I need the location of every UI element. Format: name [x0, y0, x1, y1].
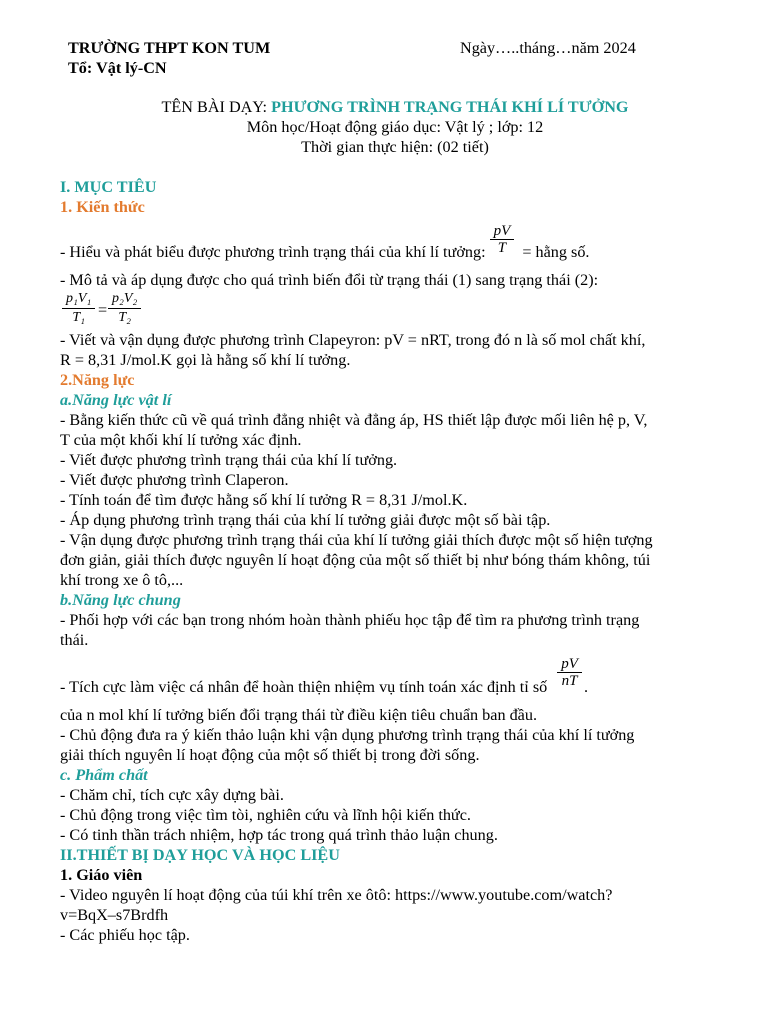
- subheading-general-competence: b.Năng lực chung: [60, 591, 181, 609]
- equation-right-denominator: T₂: [118, 310, 131, 325]
- equation-left-numerator: p₁V₁: [62, 290, 95, 309]
- knowledge-item-1-text: - Hiểu và phát biểu được phương trình trạng thái của khí lí tưởng:: [60, 243, 486, 262]
- equation-right-numerator: p₂V₂: [108, 290, 141, 309]
- lesson-title-line: [0, 97, 768, 117]
- knowledge-item-1: [60, 223, 725, 270]
- subheading-teacher: 1. Giáo viên: [60, 866, 143, 884]
- document-body: [60, 177, 725, 945]
- teacher-item-video: - Video nguyên lí hoạt động của túi khí trên xe ôtô: https://www.youtube.com/watch?: [60, 886, 613, 904]
- knowledge-item-3-line-2: R = 8,31 J/mol.K gọi là hằng số khí lí tưởng.: [60, 351, 351, 369]
- general-competence-line-1: - Phối hợp với các bạn trong nhóm hoàn thành phiếu học tập để tìm ra phương trình trạng: [60, 611, 640, 629]
- school-name: TRƯỜNG THPT KON TUM: [68, 39, 271, 57]
- physics-competence-list: [60, 410, 725, 590]
- list-item: đơn giản, giải thích được nguyên lí hoạt động của một số thiết bị như bóng thám không, túi: [60, 551, 651, 569]
- list-item: - Có tinh thần trách nhiệm, hợp tác trong quá trình thảo luận chung.: [60, 826, 498, 844]
- teacher-item-worksheets: - Các phiếu học tập.: [60, 926, 190, 944]
- list-item: - Viết được phương trình trạng thái của khí lí tưởng.: [60, 451, 398, 469]
- fraction-numerator: pV: [490, 223, 515, 240]
- list-item: T của một khối khí lí tưởng xác định.: [60, 431, 302, 449]
- date-line: Ngày…..tháng…năm 2024: [460, 39, 636, 57]
- general-competence-line-5: - Chủ động đưa ra ý kiến thảo luận khi vận dụng phương trình trạng thái của khí lí tưởng: [60, 726, 635, 744]
- list-item: - Chủ động trong việc tìm tòi, nghiên cứu và lĩnh hội kiến thức.: [60, 806, 471, 824]
- qualities-list: [60, 785, 725, 845]
- lesson-title-prefix: TÊN BÀI DẠY:: [161, 98, 268, 116]
- knowledge-item-1-tail: = hằng số.: [522, 243, 590, 262]
- teacher-item-video-link: v=BqX–s7Brdfh: [60, 906, 169, 924]
- lesson-title: PHƯƠNG TRÌNH TRẠNG THÁI KHÍ LÍ TƯỞNG: [271, 98, 629, 116]
- subheading-qualities: c. Phẩm chất: [60, 766, 148, 784]
- fraction-pv-over-nt: [557, 656, 582, 689]
- subject-line: Môn học/Hoạt động giáo dục: Vật lý ; lớp: 12: [246, 118, 544, 136]
- subheading-knowledge: 1. Kiến thức: [60, 198, 145, 216]
- department-name: Tổ: Vật lý-CN: [68, 59, 167, 77]
- general-competence-line-6: giải thích nguyên lí hoạt động của một số thiết bị trong đời sống.: [60, 746, 480, 764]
- general-competence-line-3: [60, 656, 725, 705]
- equation-sign: =: [98, 301, 108, 319]
- equation-left-fraction: [62, 290, 95, 327]
- fraction-numerator: pV: [557, 656, 582, 673]
- list-item: - Bằng kiến thức cũ về quá trình đẳng nhiệt và đẳng áp, HS thiết lập được mối liên hệ p, V,: [60, 411, 648, 429]
- equation-right-fraction: [108, 290, 141, 327]
- general-competence-line-3-tail: .: [583, 678, 588, 697]
- list-item: - Chăm chỉ, tích cực xây dựng bài.: [60, 786, 284, 804]
- list-item: - Vận dụng được phương trình trạng thái của khí lí tưởng giải thích được một số hiện tượng: [60, 531, 653, 549]
- general-competence-line-4: của n mol khí lí tưởng biến đổi trạng thái từ điều kiện tiêu chuẩn ban đầu.: [60, 706, 538, 724]
- state-equation: [60, 290, 725, 330]
- lesson-title-block: [0, 97, 768, 157]
- list-item: - Viết được phương trình Claperon.: [60, 471, 289, 489]
- knowledge-item-2: - Mô tả và áp dụng được cho quá trình biến đổi từ trạng thái (1) sang trạng thái (2):: [60, 271, 599, 289]
- list-item: - Tính toán để tìm được hằng số khí lí tưởng R = 8,31 J/mol.K.: [60, 491, 468, 509]
- subheading-competence: 2.Năng lực: [60, 371, 135, 389]
- section-heading-objectives: I. MỤC TIÊU: [60, 178, 157, 196]
- list-item: khí trong xe ô tô,...: [60, 571, 184, 589]
- equation-left-denominator: T₁: [72, 310, 85, 325]
- section-heading-equipment: II.THIẾT BỊ DẠY HỌC VÀ HỌC LIỆU: [60, 846, 340, 864]
- list-item: - Áp dụng phương trình trạng thái của khí lí tưởng giải được một số bài tập.: [60, 511, 551, 529]
- subheading-physics-competence: a.Năng lực vật lí: [60, 391, 172, 409]
- fraction-denominator: nT: [561, 673, 578, 689]
- time-line: Thời gian thực hiện: (02 tiết): [301, 138, 489, 156]
- general-competence-line-3-text: - Tích cực làm việc cá nhân để hoàn thiện nhiệm vụ tính toán xác định tỉ số: [60, 678, 548, 697]
- fraction-denominator: T: [497, 240, 507, 256]
- general-competence-line-2: thái.: [60, 631, 89, 649]
- fraction-pv-over-t: [490, 223, 515, 256]
- knowledge-item-3-line-1: - Viết và vận dụng được phương trình Clapeyron: pV = nRT, trong đó n là số mol chất khí,: [60, 331, 646, 349]
